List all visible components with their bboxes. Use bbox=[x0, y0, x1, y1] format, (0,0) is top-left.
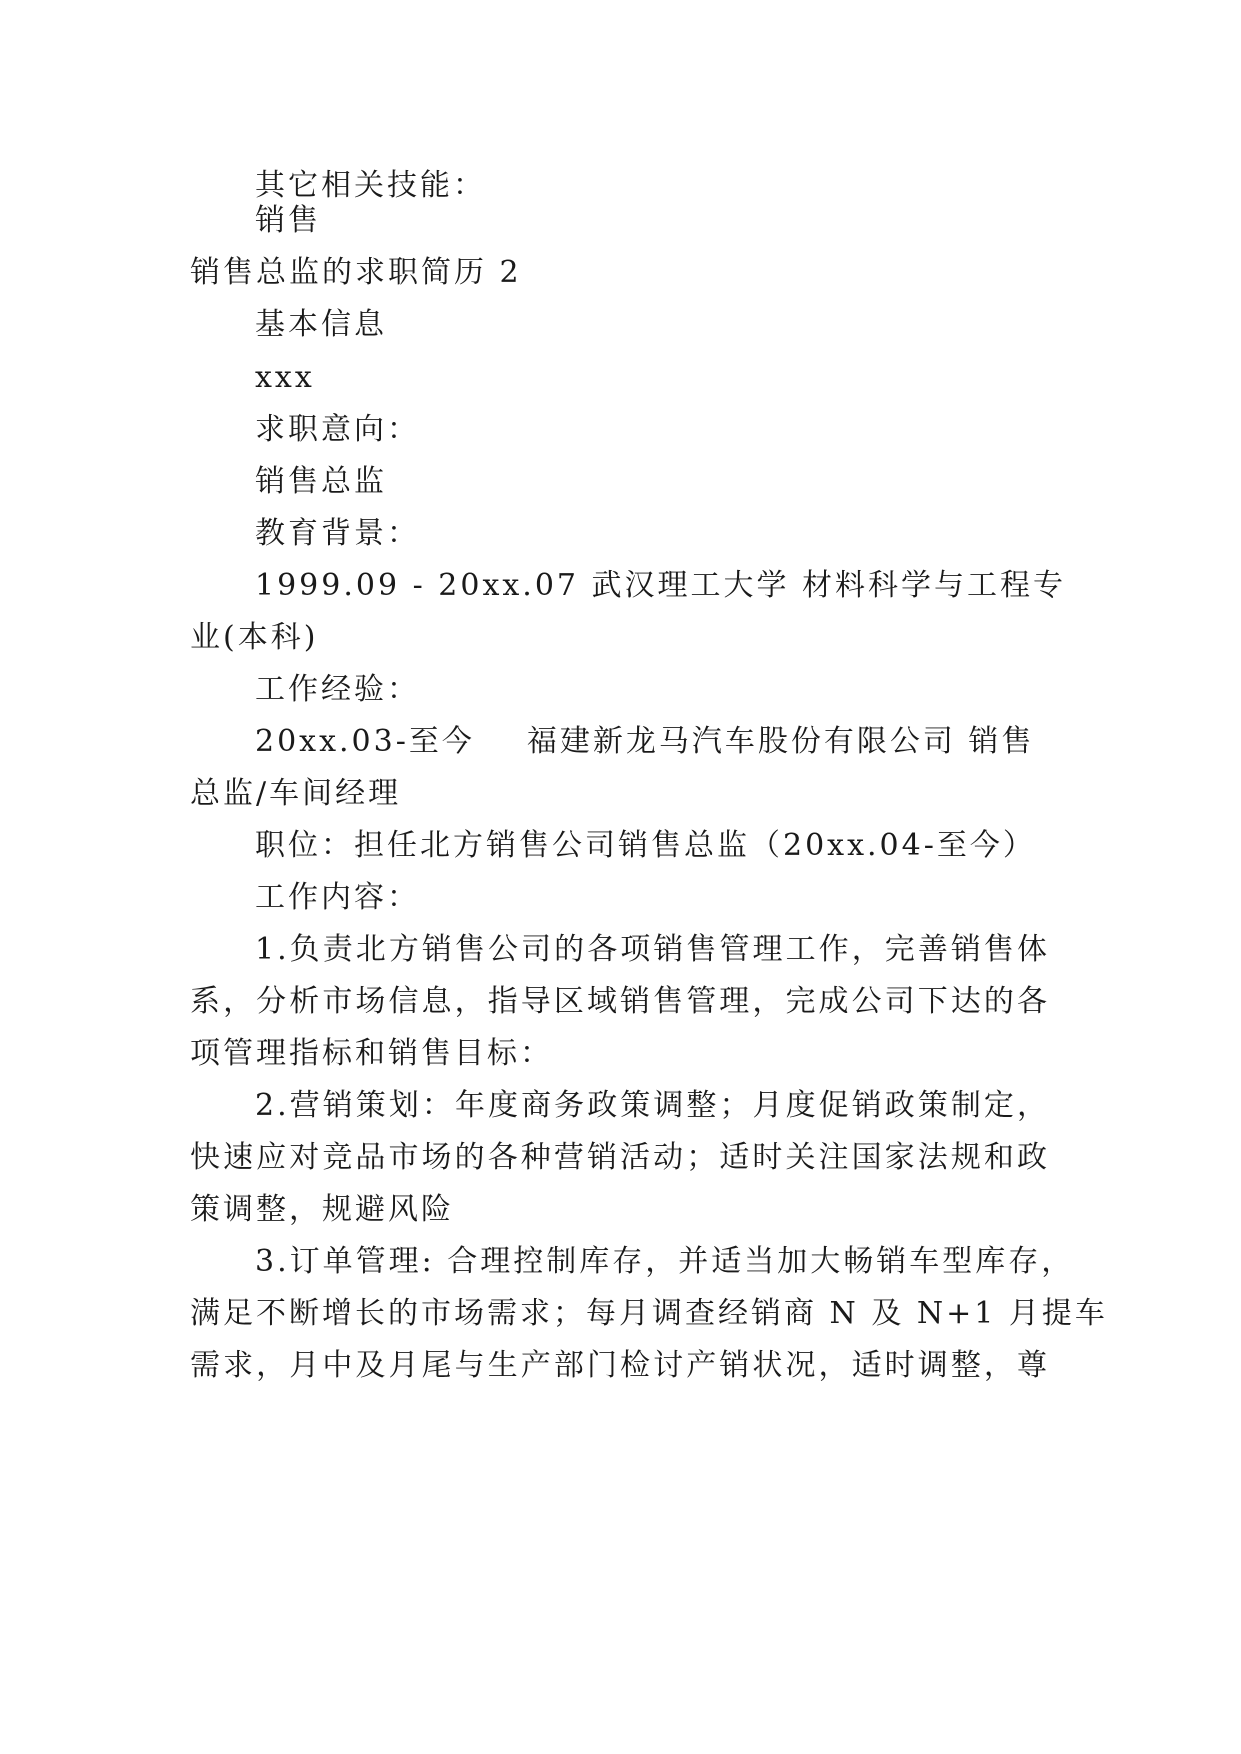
experience-company: 福建新龙马汽车股份有限公司 销售 bbox=[526, 724, 1035, 759]
education-line-1: 1999.09 - 20xx.07 武汉理工大学 材料科学与工程专 bbox=[255, 568, 1067, 603]
item3-line-1: 3.订单管理: 合理控制库存，并适当加大畅销车型库存， bbox=[255, 1244, 1075, 1279]
skills-value: 销售 bbox=[255, 203, 321, 238]
experience-line-1 bbox=[255, 724, 1050, 760]
item2-line-3: 策调整，规避风险 bbox=[190, 1192, 454, 1227]
item1-line-2: 系，分析市场信息，指导区域销售管理，完成公司下达的各 bbox=[190, 984, 1050, 1019]
skills-label: 其它相关技能： bbox=[255, 168, 486, 203]
resume-title: 销售总监的求职简历 2 bbox=[190, 255, 522, 290]
name-value: xxx bbox=[255, 360, 315, 395]
experience-line-2: 总监/车间经理 bbox=[190, 776, 402, 811]
education-label: 教育背景： bbox=[255, 516, 420, 551]
item1-line-1: 1.负责北方销售公司的各项销售管理工作，完善销售体 bbox=[255, 932, 1050, 967]
intention-label: 求职意向： bbox=[255, 412, 420, 447]
item3-line-3: 需求，月中及月尾与生产部门检讨产销状况，适时调整，尊 bbox=[190, 1348, 1050, 1383]
item3-line-2: 满足不断增长的市场需求；每月调查经销商 N 及 N+1 月提车 bbox=[190, 1296, 1108, 1331]
item1-line-3: 项管理指标和销售目标： bbox=[190, 1036, 553, 1071]
item2-line-2: 快速应对竞品市场的各种营销活动；适时关注国家法规和政 bbox=[190, 1140, 1050, 1175]
experience-period: 20xx.03-至今 bbox=[255, 724, 475, 759]
position-line: 职位：担任北方销售公司销售总监（20xx.04-至今） bbox=[255, 828, 1036, 863]
content-label: 工作内容： bbox=[255, 880, 420, 915]
item2-line-1: 2.营销策划：年度商务政策调整；月度促销政策制定， bbox=[255, 1088, 1050, 1123]
experience-label: 工作经验： bbox=[255, 672, 420, 707]
basic-info-label: 基本信息 bbox=[255, 307, 387, 342]
education-line-2: 业(本科) bbox=[190, 620, 319, 655]
intention-value: 销售总监 bbox=[255, 464, 387, 499]
